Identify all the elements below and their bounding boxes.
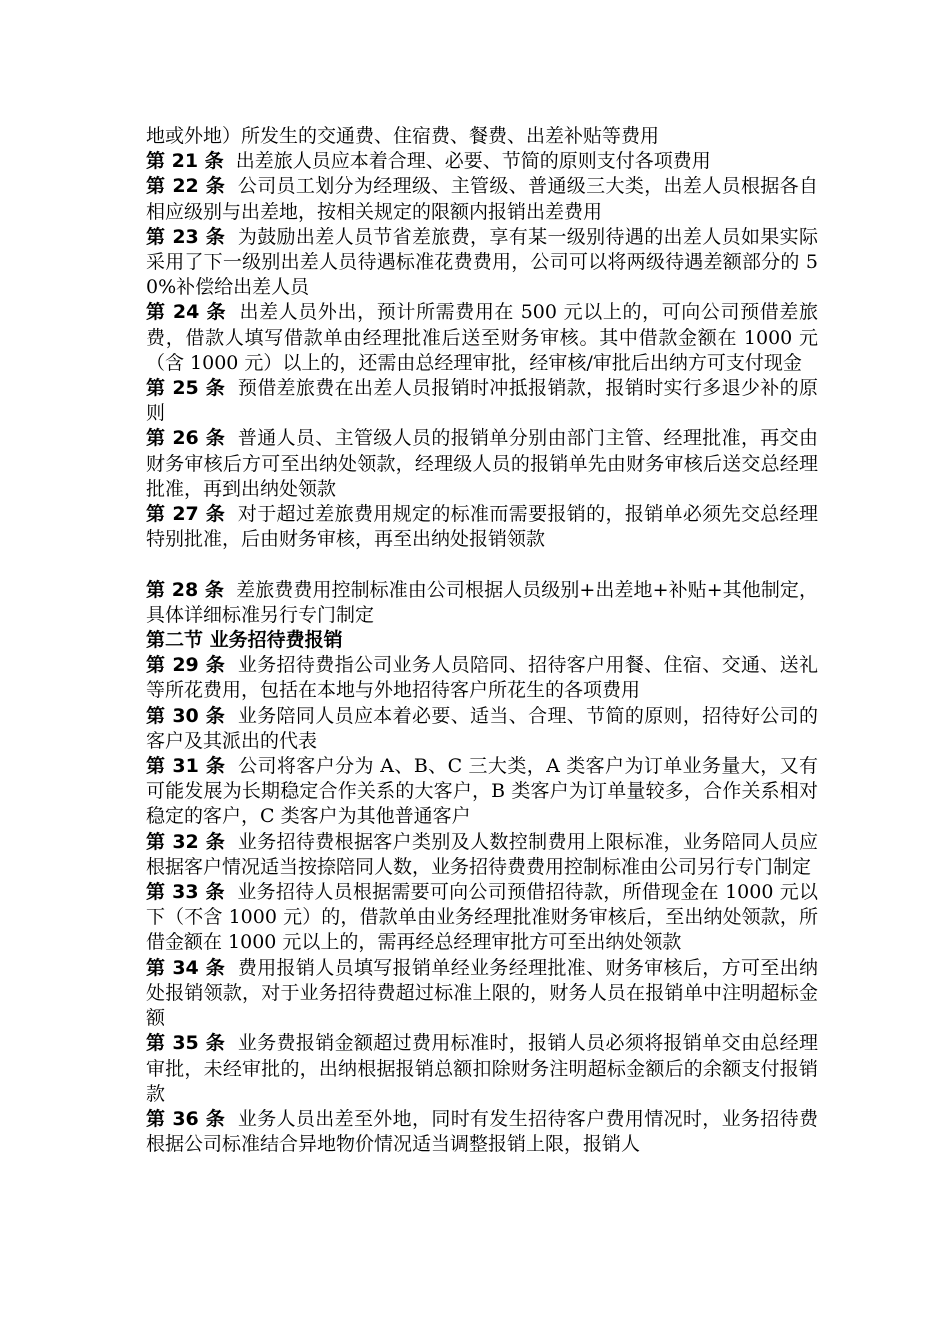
- article-text: 业务招待费指公司业务人员陪同、招待客户用餐、住宿、交通、送礼等所花费用，包括在本地与外地招待客户所花生的各项费用: [146, 654, 818, 702]
- article-label: 第 33 条: [146, 881, 225, 904]
- article-text: 业务招待人员根据需要可向公司预借招待款，所借现金在 1000 元以下（不含 1000 元）的，借款单由业务经理批准财务审核后，至出纳处领款，所借金额在 1000 元以上的，需再经总经理审批方可至出纳处领款: [146, 881, 819, 954]
- article-list-part1: [146, 149, 818, 552]
- article-text: 业务人员出差至外地，同时有发生招待客户费用情况时，业务招待费根据公司标准结合异地物价情况适当调整报销上限，报销人: [146, 1107, 818, 1156]
- article-22: [146, 174, 818, 224]
- article-text: 为鼓励出差人员节省差旅费，享有某一级别待遇的出差人员如果实际采用了下一级别出差人员待遇标准花费费用，公司可以将两级待遇差额部分的 50%补偿给出差人员: [146, 225, 818, 299]
- article-36: [146, 1107, 818, 1157]
- article-label: 第 29 条: [146, 654, 226, 677]
- article-26: [146, 426, 818, 502]
- article-27: [146, 502, 818, 552]
- article-label: 第 25 条: [146, 377, 226, 400]
- article-label: 第 36 条: [146, 1107, 226, 1130]
- article-25: [146, 376, 818, 426]
- article-text: 出差人员外出，预计所需费用在 500 元以上的，可向公司预借差旅费，借款人填写借款单由经理批准后送至财务审核。其中借款金额在 1000 元（含 1000 元）以上的，还需由总经理审批，经审核/审批后出纳方可支付现金: [146, 301, 818, 374]
- article-28: [146, 578, 818, 628]
- article-29: [146, 653, 818, 703]
- continuation-paragraph: 地或外地）所发生的交通费、住宿费、餐费、出差补贴等费用: [146, 125, 660, 147]
- article-label: 第 21 条: [146, 150, 224, 173]
- article-text: 对于超过差旅费用规定的标准而需要报销的，报销单必须先交总经理特别批准，后由财务审核，再至出纳处报销领款: [146, 503, 818, 551]
- section-heading: 第二节 业务招待费报销: [146, 629, 343, 652]
- article-label: 第 24 条: [146, 301, 227, 324]
- blank-line: [146, 552, 818, 577]
- article-label: 第 31 条: [146, 755, 226, 778]
- article-24: [146, 300, 818, 376]
- article-label: 第 28 条: [146, 578, 224, 601]
- article-31: [146, 754, 818, 830]
- article-text: 业务费报销金额超过费用标准时，报销人员必须将报销单交由总经理审批，未经审批的，出纳根据报销总额扣除财务注明超标金额后的余额支付报销款: [146, 1032, 818, 1105]
- article-label: 第 27 条: [146, 503, 226, 526]
- article-text: 差旅费费用控制标准由公司根据人员级别+出差地+补贴+其他制定，具体详细标准另行专门制定: [146, 578, 818, 626]
- article-32: [146, 830, 818, 880]
- article-label: 第 26 条: [146, 427, 226, 450]
- article-text: 公司将客户分为 A、B、C 三大类，A 类客户为订单业务量大，又有可能发展为长期稳定合作关系的大客户，B 类客户为订单量较多，合作关系相对稳定的客户，C 类客户为其他普通客户: [146, 755, 818, 828]
- article-text: 业务陪同人员应本着必要、适当、合理、节简的原则，招待好公司的客户及其派出的代表: [146, 704, 818, 752]
- article-23: [146, 225, 818, 301]
- article-21: [146, 149, 818, 174]
- article-text: 出差旅人员应本着合理、必要、节简的原则支付各项费用: [235, 150, 711, 173]
- article-label: 第 35 条: [146, 1032, 226, 1055]
- article-label: 第 23 条: [146, 225, 226, 248]
- article-34: [146, 956, 818, 1032]
- article-label: 第 34 条: [146, 956, 226, 979]
- article-label: 第 32 条: [146, 830, 226, 853]
- article-text: 预借差旅费在出差人员报销时冲抵报销款，报销时实行多退少补的原则: [146, 377, 818, 425]
- article-label: 第 22 条: [146, 175, 226, 198]
- document-page: [146, 124, 818, 1157]
- article-text: 业务招待费根据客户类别及人数控制费用上限标准，业务陪同人员应根据客户情况适当按捺陪同人数，业务招待费费用控制标准由公司另行专门制定: [146, 830, 818, 878]
- article-list-part2: [146, 653, 818, 1157]
- article-text: 普通人员、主管级人员的报销单分别由部门主管、经理批准，再交由财务审核后方可至出纳处领款，经理级人员的报销单先由财务审核后送交总经理批准，再到出纳处领款: [146, 427, 818, 500]
- article-30: [146, 704, 818, 754]
- article-text: 费用报销人员填写报销单经业务经理批准、财务审核后，方可至出纳处报销领款，对于业务招待费超过标准上限的，财务人员在报销单中注明超标金额: [146, 956, 818, 1030]
- article-35: [146, 1031, 818, 1107]
- article-text: 公司员工划分为经理级、主管级、普通级三大类，出差人员根据各自相应级别与出差地，按相关规定的限额内报销出差费用: [146, 175, 818, 223]
- article-33: [146, 880, 818, 956]
- article-label: 第 30 条: [146, 704, 226, 727]
